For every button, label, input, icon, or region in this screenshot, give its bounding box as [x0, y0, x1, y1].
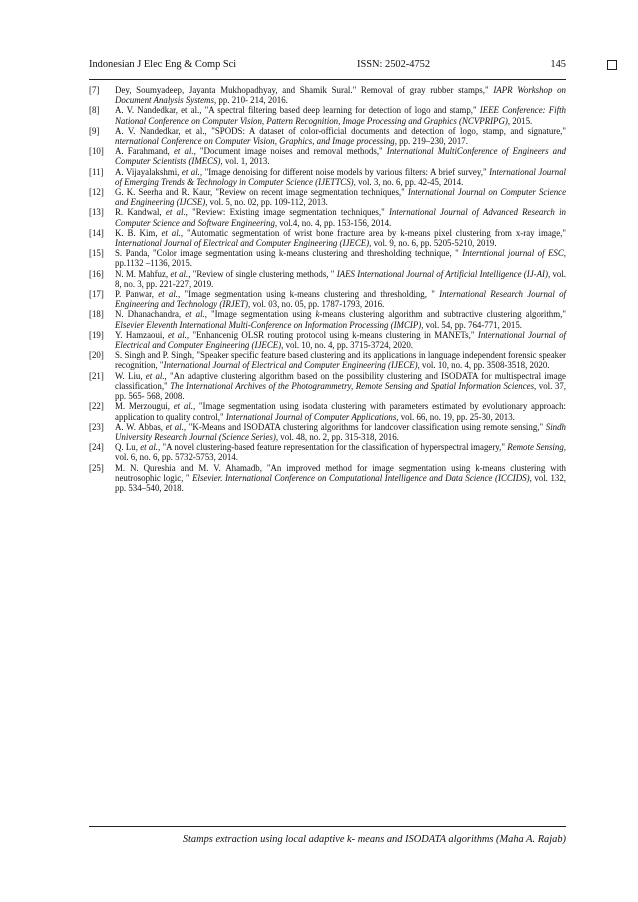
- reference-segment: , vol. 10, no. 4, pp. 3508-3518, 2020.: [417, 360, 550, 371]
- reference-italic-segment: International MultiConference of Engineers and Computer Scientists (IMECS): [115, 146, 566, 167]
- reference-italic-segment: et al.,: [161, 227, 184, 238]
- reference-italic-segment: et al.,: [170, 268, 191, 279]
- reference-text: [115, 330, 566, 350]
- reference-number: [14]: [89, 227, 104, 238]
- reference-segment: , vol. 03, no. 05, pp. 1787-1793, 2016.: [248, 299, 385, 310]
- reference-segment: 2015.: [510, 115, 533, 126]
- reference-item: [89, 167, 566, 187]
- reference-italic-segment: International Journal of Electrical and Computer Engineering (IJECE): [163, 360, 418, 371]
- reference-segment: , vol. 132, pp. 534–540, 2018.: [115, 472, 566, 493]
- reference-item: [89, 442, 566, 462]
- reference-segment: -means clustering algorithm and subtractive clustering algorithm,": [319, 309, 566, 320]
- reference-segment: vol.4, no. 4, pp. 153-156, 2014.: [277, 217, 392, 228]
- reference-text: [115, 248, 566, 268]
- reference-segment: , vol. 37, pp. 565- 568, 2008.: [115, 380, 566, 402]
- reference-text: [115, 228, 566, 248]
- reference-italic-segment: International Journal of Electrical and Computer Engineering (IJECE): [115, 329, 567, 351]
- reference-segment: A. V. Nandedkar, et al., "SPODS: A dataset of color-official documents and detection of logo, stamp, and signature,": [115, 125, 566, 136]
- reference-number: [25]: [89, 462, 104, 473]
- reference-italic-segment: et al.,: [165, 421, 187, 432]
- footer-title: Stamps extraction using local adaptive k- means and ISODATA algorithms (Maha A. Rajab): [182, 834, 566, 845]
- reference-text: [115, 85, 566, 105]
- reference-segment: , vol. 6, no. 6, pp. 5732-5753, 2014.: [115, 442, 566, 463]
- reference-number: [23]: [89, 421, 104, 432]
- reference-item: [89, 85, 566, 105]
- reference-italic-segment: IEEE Conference: Fifth National Conference on Computer Vision, Pattern Recognition, Image Processing and Graphics (NCVPRIPG),: [115, 105, 566, 126]
- reference-number: [12]: [89, 187, 104, 198]
- checkbox-square-icon: [607, 60, 617, 70]
- reference-segment: "An adaptive clustering algorithm based on the possibility clustering and ISODATA for multispectral image classification,": [115, 370, 566, 391]
- reference-item: [89, 187, 566, 207]
- reference-segment: , vol. 48, no. 2, pp. 315-318, 2016.: [275, 431, 399, 442]
- reference-number: [16]: [89, 268, 104, 279]
- reference-italic-segment: IAES International Journal of Artificial Intelligence (IJ-AI): [336, 268, 548, 279]
- reference-segment: N. M. Mahfuz,: [115, 268, 171, 279]
- reference-italic-segment: et al.,: [140, 442, 161, 453]
- reference-text: [115, 146, 566, 166]
- reference-segment: , vol. 8, no. 3, pp. 221-227, 2019.: [115, 268, 567, 289]
- reference-segment: A. Farahmand,: [115, 146, 174, 157]
- reference-item: [89, 289, 566, 309]
- reference-number: [9]: [89, 125, 100, 136]
- running-header: [89, 59, 566, 80]
- reference-italic-segment: et al.,: [173, 401, 196, 412]
- reference-segment: "Enhancenig OLSR routing protocol using k-means clustering in MANETs,": [189, 329, 478, 340]
- reference-segment: , vol. 10, no. 4, pp. 3715-3724, 2020.: [281, 340, 414, 351]
- reference-italic-segment: et al.,: [167, 329, 190, 340]
- reference-text: [115, 187, 566, 207]
- reference-segment: , vol. 54, pp. 764-771, 2015.: [421, 319, 523, 330]
- reference-segment: G. K. Seerha and R. Kaur, "Review on recent image segmentation techniques,": [115, 187, 408, 198]
- reference-segment: "Image denoising for different noise models by various filters: A brief survey,": [202, 166, 490, 177]
- reference-segment: , vol. 1, 2013.: [220, 156, 270, 167]
- reference-italic-segment: The International Archives of the Photogrammetry, Remote Sensing and Spatial Information Sciences: [170, 380, 535, 391]
- reference-segment: , pp. 210- 214, 2016.: [213, 95, 288, 106]
- page-number: 145: [550, 59, 566, 70]
- reference-italic-segment: IAPR Workshop on Document Analysis Systems: [115, 85, 566, 106]
- reference-segment: , vol. 9, no. 6, pp. 5205-5210, 2019.: [369, 238, 497, 249]
- reference-item: [89, 105, 566, 125]
- reference-item: [89, 228, 566, 248]
- issn-label: ISSN: 2502-4752: [357, 59, 431, 70]
- reference-segment: Dey, Soumyadeep, Jayanta Mukhopadhyay, and Shamik Sural." Removal of gray rubber stamps,": [115, 85, 494, 95]
- journal-name: Indonesian J Elec Eng & Comp Sci: [89, 59, 237, 70]
- reference-italic-segment: Interntional journal of ESC: [462, 248, 564, 259]
- reference-segment: "Image segmentation using: [206, 309, 316, 320]
- reference-number: [10]: [89, 146, 104, 157]
- reference-item: [89, 463, 566, 494]
- reference-number: [19]: [89, 329, 104, 340]
- running-footer: [89, 826, 566, 845]
- reference-segment: A. W. Abbas,: [115, 421, 166, 432]
- reference-item: [89, 401, 566, 421]
- reference-italic-segment: et al.,: [158, 289, 181, 300]
- reference-item: [89, 269, 566, 289]
- reference-segment: "Review: Existing image segmentation techniques,": [187, 207, 389, 218]
- reference-item: [89, 207, 566, 227]
- reference-text: [115, 167, 566, 187]
- reference-item: [89, 248, 566, 268]
- reference-segment: "K-Means and ISODATA clustering algorithms for landcover classification using remote sensing,": [186, 421, 546, 432]
- reference-text: [115, 207, 566, 227]
- reference-italic-segment: et al.,: [165, 207, 188, 218]
- reference-segment: S. Singh and P. Singh, "Speaker specific feature based clustering and its applications in language independent forensic speaker recognition, ": [115, 350, 566, 371]
- reference-segment: N. Dhanachandra,: [115, 309, 186, 320]
- reference-number: [17]: [89, 289, 104, 300]
- reference-number: [7]: [89, 85, 100, 95]
- reference-item: [89, 309, 566, 329]
- reference-item: [89, 146, 566, 166]
- reference-italic-segment: nternational Conference on Computer Vision, Graphics, and Image processing: [115, 136, 395, 147]
- reference-item: [89, 422, 566, 442]
- reference-italic-segment: et al.,: [145, 370, 167, 381]
- reference-text: [115, 401, 566, 421]
- reference-italic-segment: Elsevier Eleventh International Multi-Conference on Information Processing (IMCIP): [115, 319, 422, 330]
- reference-italic-segment: et al.,: [185, 309, 207, 320]
- reference-text: [115, 269, 566, 289]
- reference-italic-segment: International Research Journal of Engineering and Technology (IRJET): [115, 289, 566, 310]
- reference-italic-segment: Elsevier. International Conference on Computational Intelligence and Data Science (ICCIDS): [192, 472, 530, 483]
- reference-segment: "Automatic segmentation of wrist bone fracture area by k-means pixel clustering from x-ray image,": [183, 227, 567, 238]
- reference-italic-segment: et al.: [173, 146, 194, 157]
- reference-number: [24]: [89, 442, 104, 453]
- reference-text: [115, 289, 566, 309]
- reference-text: [115, 350, 566, 370]
- reference-number: [11]: [89, 166, 104, 177]
- reference-text: [115, 442, 566, 462]
- reference-segment: , pp.1132 –1136, 2015.: [115, 248, 567, 269]
- reference-italic-segment: Sindh University Research Journal (Science Series): [115, 421, 566, 442]
- reference-segment: , "Document image noises and removal methods,": [193, 146, 387, 157]
- reference-segment: A. V. Nandedkar, et al., "A spectral filtering based deep learning for detection of logo and stamp,": [115, 105, 480, 116]
- reference-segment: P. Panwar,: [115, 289, 159, 300]
- reference-text: [115, 309, 566, 329]
- reference-text: [115, 105, 566, 125]
- reference-list: [89, 85, 566, 493]
- reference-italic-segment: International Journal of Emerging Trends & Technology in Computer Science (IJETTCS),: [115, 166, 566, 187]
- reference-number: [21]: [89, 370, 104, 381]
- reference-italic-segment: International Journal of Electrical and Computer Engineering (IJECE): [115, 238, 370, 249]
- reference-segment: R. Kandwal,: [115, 207, 166, 218]
- reference-segment: vol. 3, no. 6, pp. 42-45, 2014.: [355, 176, 464, 187]
- reference-italic-segment: International Journal of Computer Applications: [225, 411, 397, 422]
- reference-item: [89, 330, 566, 350]
- reference-number: [8]: [89, 105, 100, 116]
- reference-segment: A. Vijayalakshmi,: [115, 166, 182, 177]
- reference-item: [89, 350, 566, 370]
- reference-italic-segment: International Journal of Advanced Research in Computer Science and Software Engineering,: [115, 207, 566, 228]
- reference-item: [89, 371, 566, 402]
- reference-text: [115, 371, 566, 402]
- reference-segment: "Review of single clustering methods, ": [190, 268, 337, 279]
- reference-text: [115, 422, 566, 442]
- reference-segment: , vol. 66, no. 19, pp. 25-30, 2013.: [396, 411, 515, 422]
- reference-italic-segment: et al.,: [181, 166, 203, 177]
- reference-segment: M. Merzougui,: [115, 401, 174, 412]
- reference-number: [18]: [89, 309, 104, 320]
- reference-segment: M. N. Qureshia and M. V. Ahamadb, "An improved method for image segmentation using k-means clustering with neutrosophic logic, ": [115, 462, 566, 483]
- reference-segment: K. B. Kim,: [115, 227, 162, 238]
- reference-segment: Q. Lu,: [115, 442, 141, 453]
- reference-italic-segment: Remote Sensing: [507, 442, 564, 453]
- reference-italic-segment: International Journal on Computer Science and Engineering (IJCSE): [115, 187, 567, 208]
- reference-text: [115, 126, 566, 146]
- reference-segment: "Image segmentation using k-means clustering and thresholding, ": [180, 289, 440, 300]
- reference-segment: Y. Hamzaoui,: [115, 329, 168, 340]
- reference-italic-segment: k: [315, 309, 320, 320]
- reference-segment: S. Panda, "Color image segmentation using k-means clustering and thresholding technique, ": [115, 248, 463, 259]
- reference-segment: W. Liu,: [115, 370, 146, 381]
- reference-segment: , pp. 219–230, 2017.: [394, 136, 468, 147]
- reference-number: [22]: [89, 401, 104, 412]
- reference-item: [89, 126, 566, 146]
- reference-number: [15]: [89, 248, 104, 259]
- reference-number: [13]: [89, 207, 104, 218]
- reference-segment: "Image segmentation using isodata clustering with parameters estimated by evolutionary approach: application to quality control,": [115, 401, 566, 422]
- reference-segment: "A novel clustering-based feature representation for the classification of hyperspectral imagery,": [160, 442, 508, 453]
- reference-number: [20]: [89, 350, 104, 361]
- reference-text: [115, 463, 566, 494]
- reference-segment: , vol. 5, no. 02, pp. 109-112, 2013.: [205, 197, 328, 208]
